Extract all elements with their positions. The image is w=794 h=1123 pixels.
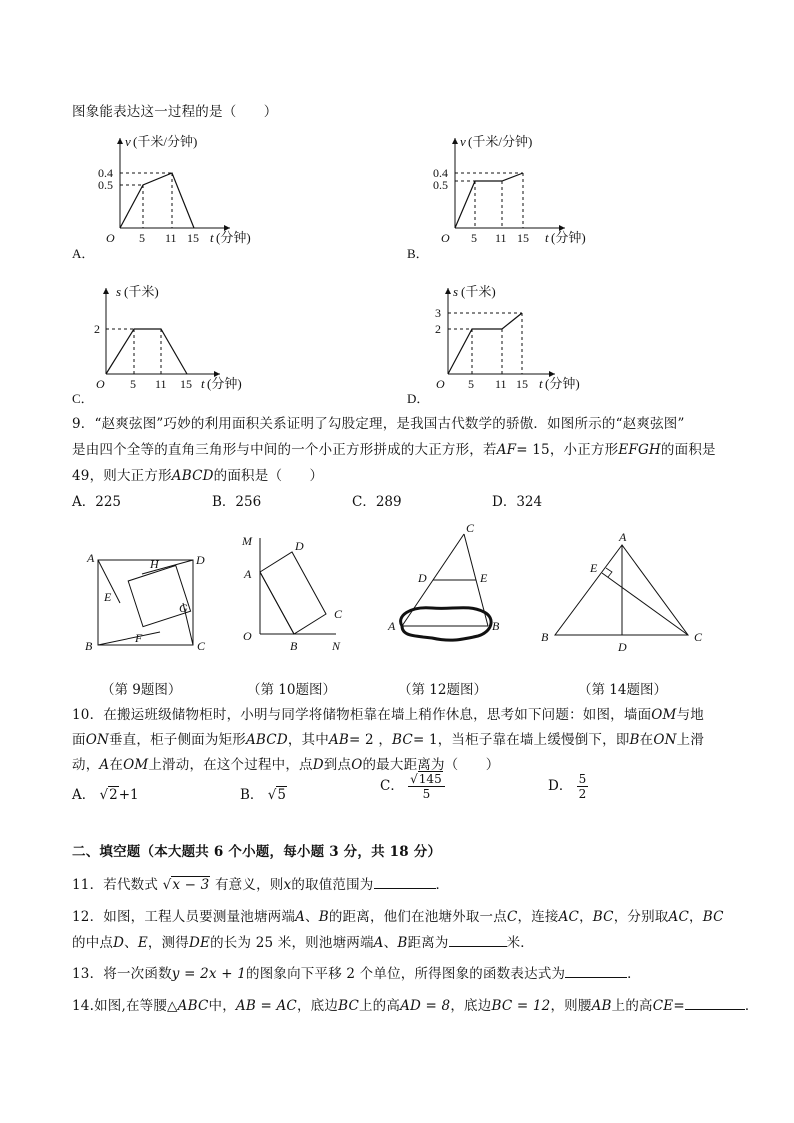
fig14-label: D xyxy=(618,640,627,654)
q10-option-b: B． √5 xyxy=(240,787,286,803)
q9-line1: 9．“赵爽弦图”巧妙的利用面积关系证明了勾股定理，是我国古代数学的骄傲．如图所示的“赵爽弦图” xyxy=(72,416,685,432)
graph-c xyxy=(70,278,300,408)
fig14-label: C xyxy=(694,630,703,644)
q8-tail: 图象能表达这一过程的是（ ） xyxy=(72,104,278,120)
graph-d-xlabel-var: t xyxy=(539,376,543,391)
graph-b-ylabel-unit: (千米/分钟) xyxy=(468,134,533,149)
graph-b-origin: O xyxy=(441,231,450,245)
graph-a-xtick: 15 xyxy=(187,231,199,245)
graph-d-ylabel-var: s xyxy=(453,284,459,299)
fig10-label: B xyxy=(290,639,298,653)
graph-c-xtick: 11 xyxy=(155,377,167,391)
q14: 14.如图,在等腰△ABC中，AB = AC，底边BC上的高AD = 8，底边BC = 12，则腰AB上的高CE= ． xyxy=(72,998,759,1014)
graph-a-ylabel-unit: (千米/分钟) xyxy=(133,134,198,149)
graph-c-xtick: 5 xyxy=(130,377,136,391)
graph-d-xtick: 5 xyxy=(468,377,474,391)
graph-d xyxy=(405,278,635,408)
fig10-label: M xyxy=(242,534,252,548)
graph-b-xlabel-unit: (分钟) xyxy=(551,230,586,245)
fig9-label: F xyxy=(135,631,143,645)
q9-line2: 是由四个全等的直角三角形与中间的一个小正方形拼成的大正方形，若AF= 15，小正方形EFGH的面积是 xyxy=(72,442,716,458)
graph-d-xtick: 15 xyxy=(516,377,528,391)
q10-option-a: A． √2+1 xyxy=(72,787,139,803)
graph-b xyxy=(405,130,635,262)
fig9-label: E xyxy=(104,590,112,604)
option-a-label: A． xyxy=(72,246,95,261)
fig10-label: C xyxy=(334,607,343,621)
fig9-caption: （第 9题图） xyxy=(101,682,182,698)
graph-d-origin: O xyxy=(436,377,445,391)
figure-9 xyxy=(80,548,220,653)
fig14-caption: （第 14题图） xyxy=(578,682,667,698)
fig10-label: A xyxy=(244,567,252,581)
section-2-title: 二、填空题（本大题共 6 个小题，每小题 3 分，共 18 分） xyxy=(72,844,442,860)
graph-c-ylabel-var: s xyxy=(116,284,122,299)
fig12-label: A xyxy=(388,619,396,633)
graph-a-ytick: 0.4 xyxy=(98,166,113,180)
fig12-caption: （第 12题图） xyxy=(398,682,487,698)
fig14-label: E xyxy=(590,561,598,575)
fig10-label: O xyxy=(243,629,252,643)
fig10-label: D xyxy=(295,539,304,553)
graph-a-xlabel-var: t xyxy=(210,230,214,245)
figure-14 xyxy=(535,525,715,655)
graph-a-ytick: 0.5 xyxy=(98,178,113,192)
graph-a-ylabel-var: v xyxy=(125,134,131,149)
graph-b-xtick: 5 xyxy=(471,231,477,245)
q10-line3: 动，A在OM上滑动，在这个过程中，点D到点O的最大距离为（ ） xyxy=(72,757,500,773)
fig12-label: C xyxy=(466,521,475,535)
fig10-caption: （第 10题图） xyxy=(247,682,336,698)
graph-a-origin: O xyxy=(106,231,115,245)
fig12-label: E xyxy=(480,571,488,585)
q13: 13．将一次函数y = 2x + 1的图象向下平移 2 个单位，所得图象的函数表达式为 ． xyxy=(72,966,641,982)
graph-b-xtick: 15 xyxy=(517,231,529,245)
fig9-label: D xyxy=(196,553,205,567)
q9-option-a: A．225 xyxy=(72,494,122,510)
graph-b-ylabel-var: v xyxy=(460,134,466,149)
graph-b-xtick: 11 xyxy=(495,231,507,245)
graph-a-xlabel-unit: (分钟) xyxy=(216,230,251,245)
graph-b-ytick: 0.4 xyxy=(433,166,448,180)
q9-line3: 49，则大正方形ABCD的面积是（ ） xyxy=(72,468,324,484)
graph-c-xlabel-unit: (分钟) xyxy=(207,376,242,391)
figure-10 xyxy=(236,530,356,658)
graph-c-ylabel-unit: (千米) xyxy=(124,284,159,299)
q10-line2: 面ON垂直，柜子侧面为矩形ABCD，其中AB= 2 ，BC= 1，当柜子靠在墙上缓慢倒下，即B在ON上滑 xyxy=(72,732,705,748)
fig9-label: A xyxy=(87,551,95,565)
q12-line2: 的中点D、E，测得DE的长为 25 米，则池塘两端A、B距离为 米． xyxy=(72,935,534,951)
graph-c-ytick: 2 xyxy=(94,322,100,336)
graph-d-ytick: 3 xyxy=(435,306,441,320)
q10-option-d: D． $\frac{5}{2}$ xyxy=(548,772,587,801)
fig10-label: N xyxy=(332,639,341,653)
fig9-label: G xyxy=(179,601,188,615)
fig9-label: H xyxy=(150,557,159,571)
option-c-label: C． xyxy=(72,391,94,406)
q10-option-c: C． $\frac{√145}{5}$ xyxy=(380,772,445,801)
option-d-label: D． xyxy=(407,391,430,406)
fig9-label: C xyxy=(197,639,206,653)
q11: 11．若代数式 √x − 3 有意义，则x的取值范围为 ． xyxy=(72,877,450,893)
fig12-label: D xyxy=(418,571,427,585)
graph-d-xtick: 11 xyxy=(495,377,507,391)
graph-a xyxy=(70,130,300,262)
q10-line1: 10．在搬运班级储物柜时，小明与同学将储物柜靠在墙上稍作休息，思考如下问题：如图，墙面OM与地 xyxy=(72,707,704,723)
figure-12 xyxy=(380,520,510,655)
option-b-label: B． xyxy=(407,246,429,261)
graph-a-xtick: 11 xyxy=(165,231,177,245)
q12-line1: 12．如图，工程人员要测量池塘两端A、B的距离，他们在池塘外取一点C，连接AC，BC，分别取AC，BC xyxy=(72,909,724,925)
fig14-label: B xyxy=(541,630,549,644)
graph-c-xtick: 15 xyxy=(180,377,192,391)
q9-option-c: C．289 xyxy=(352,494,402,510)
graph-b-ytick: 0.5 xyxy=(433,178,448,192)
q9-option-b: B．256 xyxy=(212,494,262,510)
graph-c-xlabel-var: t xyxy=(201,376,205,391)
graph-d-xlabel-unit: (分钟) xyxy=(545,376,580,391)
fig9-label: B xyxy=(85,639,93,653)
graph-b-xlabel-var: t xyxy=(545,230,549,245)
fig12-label: B xyxy=(492,619,500,633)
q9-option-d: D．324 xyxy=(492,494,543,510)
graph-d-ylabel-unit: (千米) xyxy=(461,284,496,299)
graph-c-origin: O xyxy=(96,377,105,391)
fig14-label: A xyxy=(619,530,627,544)
graph-d-ytick: 2 xyxy=(435,322,441,336)
graph-a-xtick: 5 xyxy=(139,231,145,245)
